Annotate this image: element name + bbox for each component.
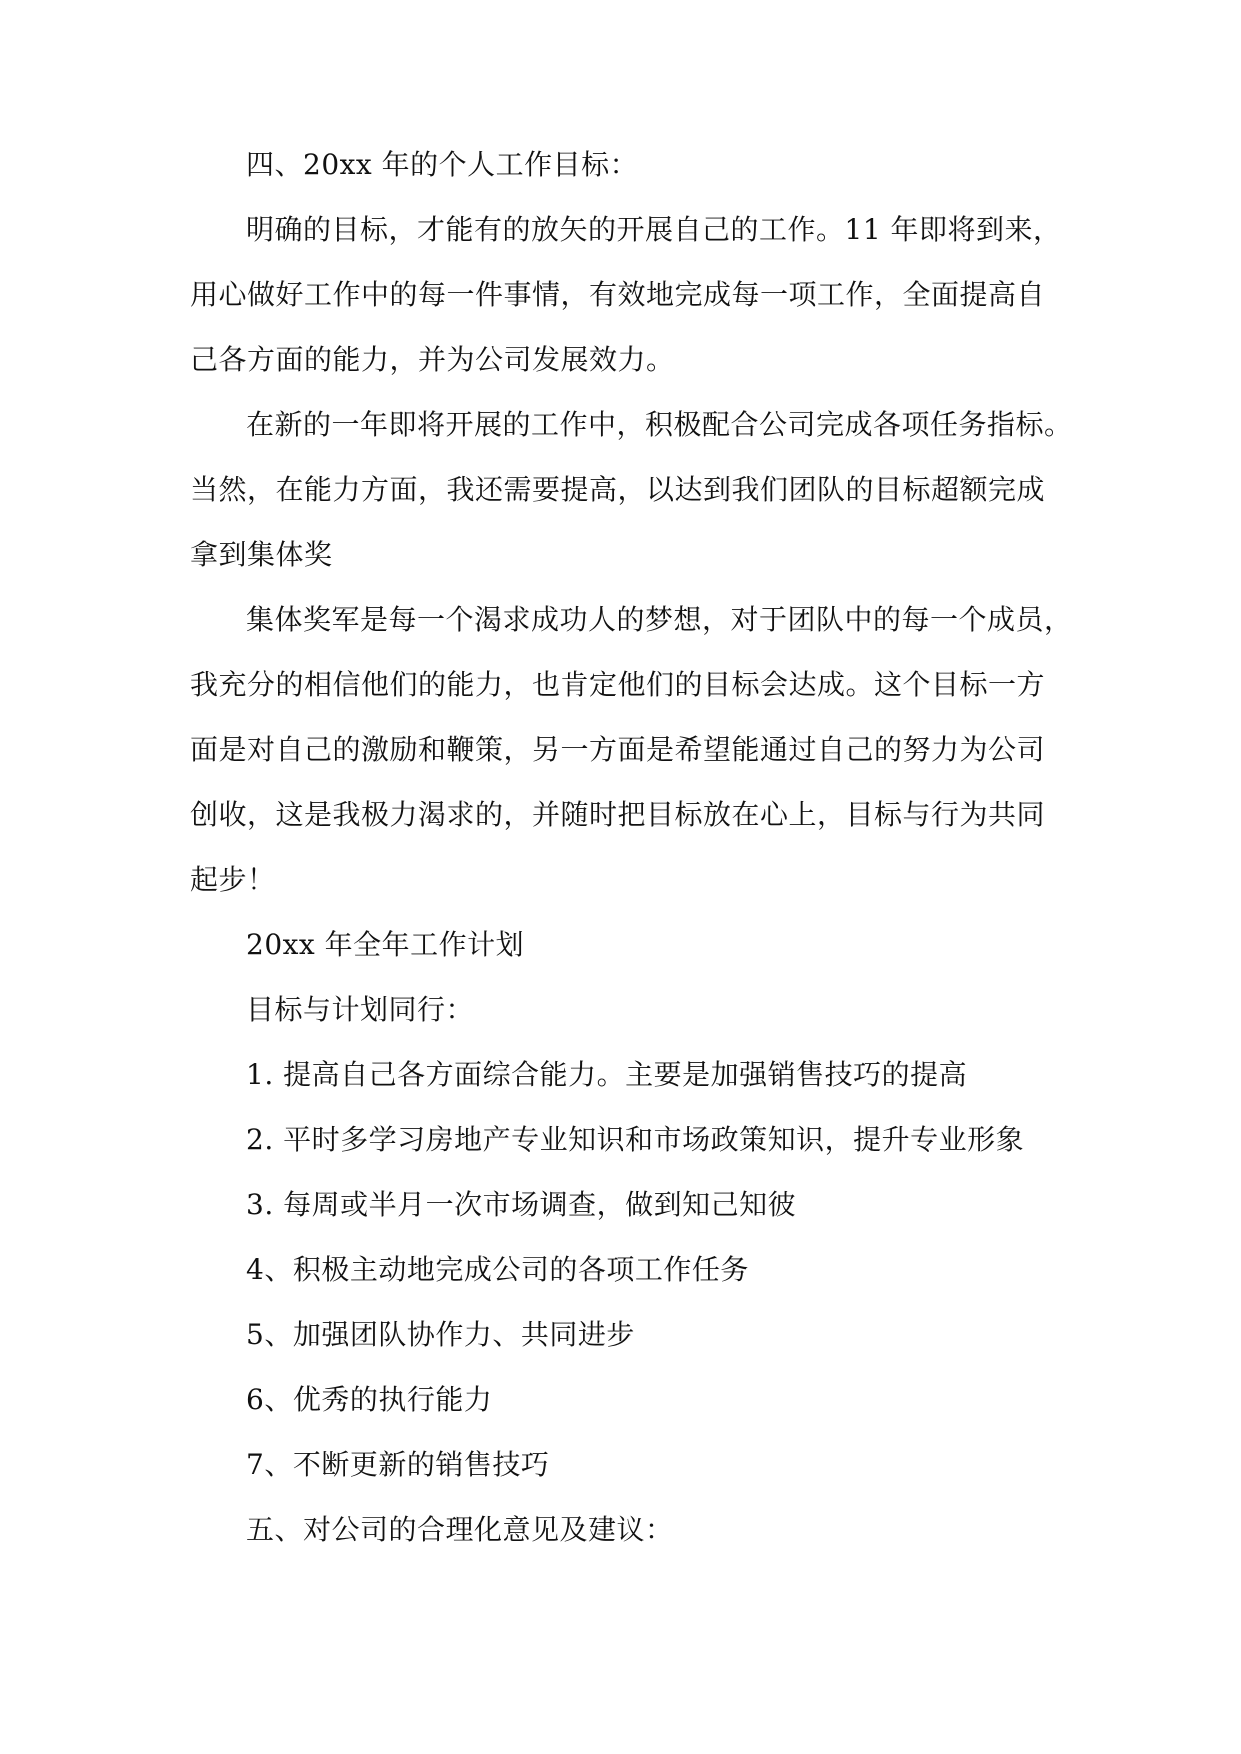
paragraph-3-line-4: 创收，这是我极力渴求的，并随时把目标放在心上，目标与行为共同 xyxy=(190,798,1046,831)
plan-item-4: 4、积极主动地完成公司的各项工作任务 xyxy=(246,1253,749,1286)
paragraph-3-line-5: 起步！ xyxy=(190,863,276,896)
paragraph-2-line-3: 拿到集体奖 xyxy=(190,538,333,571)
paragraph-1-line-2: 用心做好工作中的每一件事情，有效地完成每一项工作，全面提高自 xyxy=(190,278,1046,311)
paragraph-3-line-3: 面是对自己的激励和鞭策，另一方面是希望能通过自己的努力为公司 xyxy=(190,733,1046,766)
plan-item-1: 1. 提高自己各方面综合能力。主要是加强销售技巧的提高 xyxy=(246,1058,968,1091)
plan-title: 20xx 年全年工作计划 xyxy=(246,928,525,961)
document-body xyxy=(190,132,1073,1562)
plan-item-2: 2. 平时多学习房地产专业知识和市场政策知识，提升专业形象 xyxy=(246,1123,1025,1156)
plan-item-7: 7、不断更新的销售技巧 xyxy=(246,1448,550,1481)
plan-item-6: 6、优秀的执行能力 xyxy=(246,1383,493,1416)
paragraph-2-line-1: 在新的一年即将开展的工作中，积极配合公司完成各项任务指标。 xyxy=(246,408,1073,441)
plan-item-5: 5、加强团队协作力、共同进步 xyxy=(246,1318,635,1351)
section-heading-5: 五、对公司的合理化意见及建议： xyxy=(246,1513,674,1546)
plan-subtitle: 目标与计划同行： xyxy=(246,993,475,1026)
paragraph-1-line-1: 明确的目标，才能有的放矢的开展自己的工作。11 年即将到来， xyxy=(246,213,1062,246)
plan-item-3: 3. 每周或半月一次市场调查，做到知己知彼 xyxy=(246,1188,797,1221)
paragraph-3-line-2: 我充分的相信他们的能力，也肯定他们的目标会达成。这个目标一方 xyxy=(190,668,1046,701)
paragraph-2-line-2: 当然，在能力方面，我还需要提高，以达到我们团队的目标超额完成 xyxy=(190,473,1046,506)
section-heading-4: 四、20xx 年的个人工作目标： xyxy=(246,148,639,181)
paragraph-1-line-3: 己各方面的能力，并为公司发展效力。 xyxy=(190,343,675,376)
paragraph-3-line-1: 集体奖军是每一个渴求成功人的梦想，对于团队中的每一个成员， xyxy=(246,603,1073,636)
